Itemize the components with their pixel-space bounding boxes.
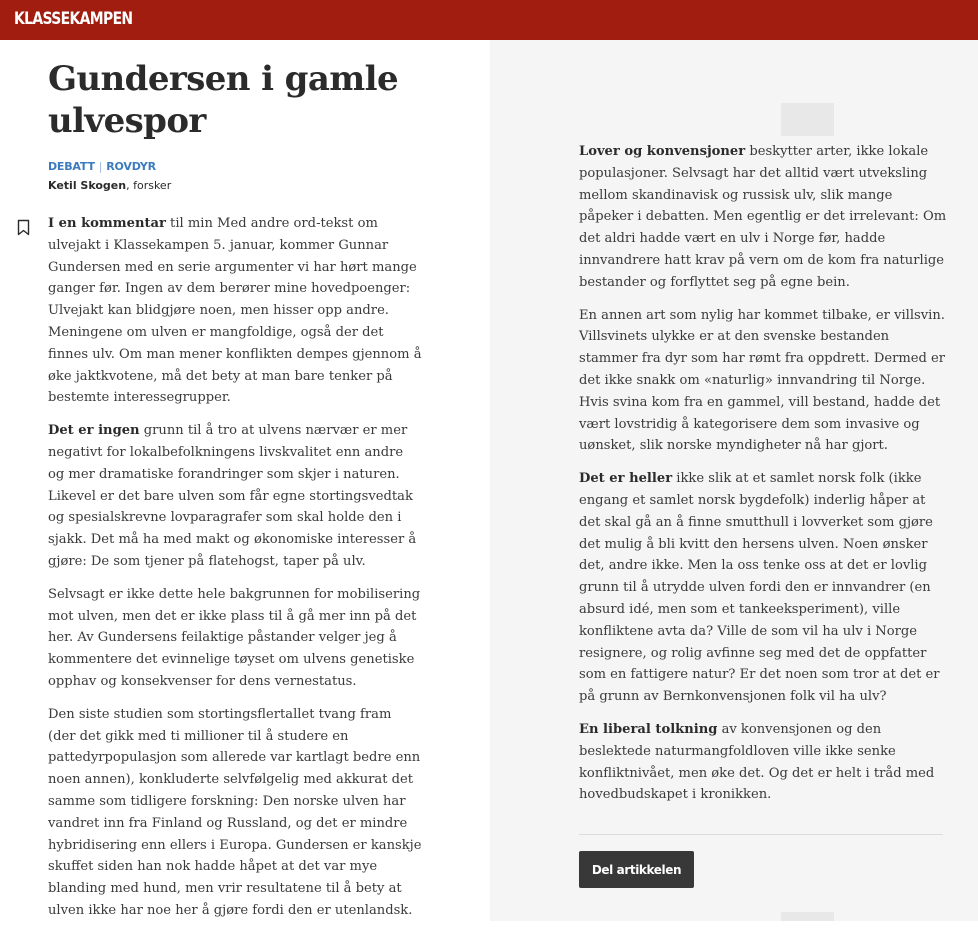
tag-separator: |: [98, 160, 103, 173]
paragraph: Selvsagt er ikke dette hele bakgrunnen for mobilisering mot ulven, men det er ikke plass til å gå mer inn på det her. Av Gundersens feilaktige påstander velger jeg å kommentere det evinnelige tøyset om ulvens genetiske opphav og konsekvenser for dens vernestatus.: [48, 586, 421, 689]
article-tags: [48, 160, 156, 173]
site-logo[interactable]: KLASSEKAMPEN: [14, 9, 133, 29]
paragraph: I en kommentar til min Med andre ord-tekst om ulvejakt i Klassekampen 5. januar, kommer Gunnar Gundersen med en serie argumenter vi har hørt mange ganger før. Ingen av dem berører mine hovedpoenger: Ulvejakt kan blidgjøre noen, men hisser opp andre. Meningene om ulven er mangfoldige, også der det finnes ulv. Om man mener konflikten dempes gjennom å øke jaktkvotene, må det bety at man bare tenker på bestemte interessegrupper.: [48, 216, 422, 406]
paragraph: Det er heller ikke slik at et samlet norsk folk (ikke engang et samlet norsk bygdefolk) inderlig håper at det skal gå an å finne smutthull i lovverket som gjøre det mulig å bli kvitt den hersens ulven. Noen ønsker det, andre ikke. Men la oss tenke oss at det er lovlig grunn til å utrydde ulven fordi den er innvandrer (en absurd idé, men som et tankeeksperiment), ville konfliktene avta da? Ville de som vil ha ulv i Norge resignere, og rolig avfinne seg med det de oppfatter som en fattigere natur? Er det noen som tror at det er på grunn av Bernkonvensjonen folk vil ha ulv?: [579, 471, 940, 705]
paragraph: En annen art som nylig har kommet tilbake, er villsvin. Villsvinets ulykke er at den svenske bestanden stammer fra dyr som har rømt fra oppdrett. Dermed er det ikke snakk om «naturlig» innvandring til Norge. Hvis svina kom fra en gammel, vill bestand, hadde det vært lovstridig å kategorisere dem som invasive og uønsket, slik norske myndigheter nå har gjort.: [579, 307, 946, 454]
divider: [579, 834, 943, 835]
paragraph: Lover og konvensjoner beskytter arter, ikke lokale populasjoner. Selvsagt har det alltid vært utveksling mellom skandinavisk og russisk ulv, slik mange påpeker i debatten. Men egentlig er det irrelevant: Om det aldri hadde vært en ulv i Norge før, hadde innvandrere hatt krav på vern om de kom fra naturlige bestander og forflyttet seg på egne bein.: [579, 144, 947, 290]
ad-placeholder-bottom: [781, 912, 834, 921]
author-role: , forsker: [126, 179, 172, 192]
paragraph: Det er ingen grunn til å tro at ulvens nærvær er mer negativt for lokalbefolkningens livskvalitet enn andre og mer dramatiske forandringer som skjer i naturen. Likevel er det bare ulven som får egne stortingsvedtak og spesialskrevne lovparagrafer som skal holde den i sjakk. Det må ha med makt og økonomiske interesser å gjøre: De som tjener på flatehogst, taper på ulv.: [48, 423, 417, 569]
paragraph: En liberal tolkning av konvensjonen og den beslektede naturmangfoldloven ville ikke senke konfliktnivået, men øke det. Og det er helt i tråd med hovedbudskapet i kronikken.: [579, 721, 935, 803]
bookmark-icon[interactable]: [17, 219, 30, 236]
share-article-button[interactable]: Del artikkelen: [579, 851, 694, 888]
article-body-left: [48, 213, 423, 933]
paragraph: Den siste studien som stortingsflertallet tvang fram (der det gikk med ti millioner til å studere en pattedyrpopulasjon som allerede var kartlagt bedre enn noen annen), konkluderte selvfølgelig med akkurat det samme som tidligere forskning: Den norske ulven har vandret inn fra Finland og Russland, og det er mindre hybridisering enn ellers i Europa. Gundersen er kanskje skuffet siden han nok hadde håpet at det var mye blanding med hund, men vrir resultatene til å bety at ulven ikke har noe her å gjøre fordi den er utenlandsk.: [48, 706, 422, 918]
tag-rovdyr[interactable]: ROVDYR: [106, 160, 156, 173]
byline: [48, 179, 171, 192]
ad-placeholder: [781, 103, 834, 136]
tag-debatt[interactable]: DEBATT: [48, 160, 95, 173]
article-title: Gundersen i gamle ulvespor: [48, 59, 399, 141]
article-body-right: [579, 141, 949, 817]
top-bar: [0, 0, 978, 40]
author-name: Ketil Skogen: [48, 179, 127, 192]
